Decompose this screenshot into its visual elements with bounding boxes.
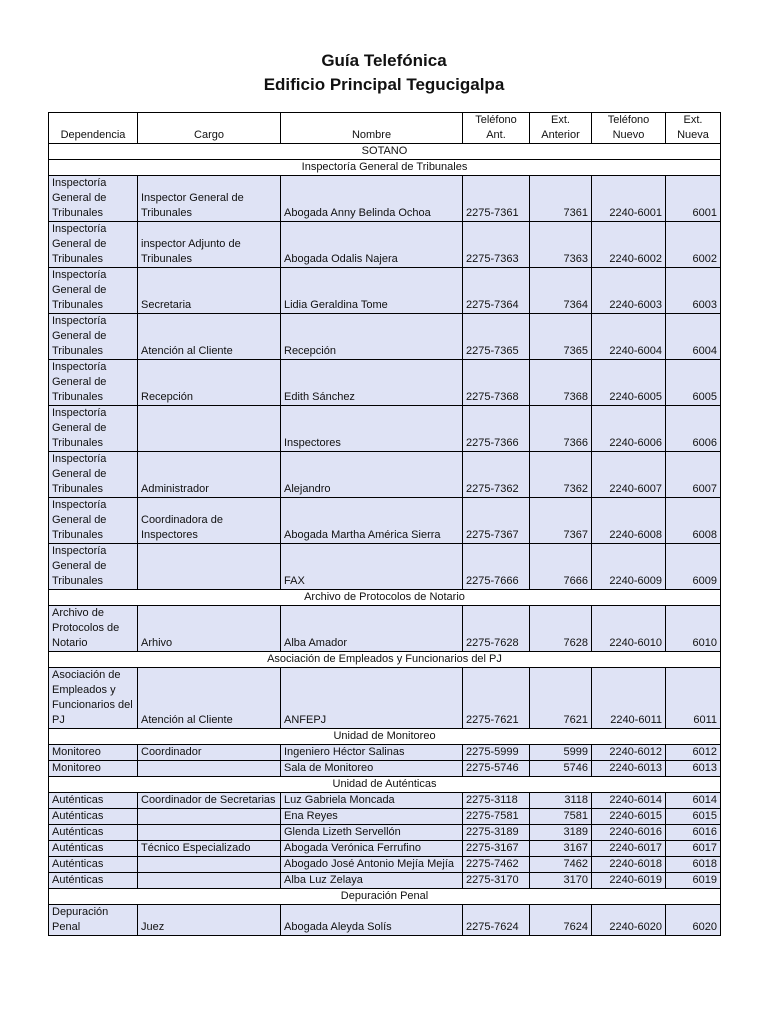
cell-nombre: Ena Reyes bbox=[281, 809, 463, 825]
cell-cargo bbox=[138, 761, 281, 777]
cell-dependencia: Inspectoría General de Tribunales bbox=[49, 314, 138, 360]
cell-ext-nueva: 6008 bbox=[666, 498, 721, 544]
cell-telefono-ant: 2275-7581 bbox=[463, 809, 530, 825]
cell-cargo: Coordinador de Secretarias bbox=[138, 793, 281, 809]
cell-ext-nueva: 6011 bbox=[666, 668, 721, 729]
table-body bbox=[49, 144, 721, 936]
cell-nombre: Abogado José Antonio Mejía Mejía bbox=[281, 857, 463, 873]
cell-ext-anterior: 7368 bbox=[530, 360, 592, 406]
table-row bbox=[49, 544, 721, 590]
cell-ext-nueva: 6006 bbox=[666, 406, 721, 452]
cell-dependencia: Inspectoría General de Tribunales bbox=[49, 360, 138, 406]
cell-ext-nueva: 6009 bbox=[666, 544, 721, 590]
cell-ext-anterior: 5999 bbox=[530, 745, 592, 761]
cell-cargo: Inspector General de Tribunales bbox=[138, 176, 281, 222]
cell-ext-anterior: 3167 bbox=[530, 841, 592, 857]
cell-cargo: Coordinadora de Inspectores bbox=[138, 498, 281, 544]
cell-dependencia: Inspectoría General de Tribunales bbox=[49, 498, 138, 544]
cell-ext-anterior: 7361 bbox=[530, 176, 592, 222]
cell-nombre: Alba Luz Zelaya bbox=[281, 873, 463, 889]
cell-ext-nueva: 6016 bbox=[666, 825, 721, 841]
cell-telefono-ant: 2275-5999 bbox=[463, 745, 530, 761]
cell-ext-anterior: 7621 bbox=[530, 668, 592, 729]
section-label: Archivo de Protocolos de Notario bbox=[49, 590, 721, 606]
cell-cargo bbox=[138, 809, 281, 825]
header-telefono-nuevo: Teléfono Nuevo bbox=[592, 113, 666, 144]
cell-ext-nueva: 6020 bbox=[666, 905, 721, 936]
cell-cargo bbox=[138, 873, 281, 889]
table-row bbox=[49, 452, 721, 498]
cell-dependencia: Archivo de Protocolos de Notario bbox=[49, 606, 138, 652]
cell-dependencia: Depuración Penal bbox=[49, 905, 138, 936]
table-row bbox=[49, 406, 721, 452]
cell-ext-nueva: 6014 bbox=[666, 793, 721, 809]
section-row bbox=[49, 729, 721, 745]
cell-cargo: Atención al Cliente bbox=[138, 314, 281, 360]
section-label: Asociación de Empleados y Funcionarios del PJ bbox=[49, 652, 721, 668]
table-row bbox=[49, 498, 721, 544]
cell-telefono-ant: 2275-7624 bbox=[463, 905, 530, 936]
cell-telefono-nuevo: 2240-6017 bbox=[592, 841, 666, 857]
cell-dependencia: Inspectoría General de Tribunales bbox=[49, 176, 138, 222]
table-row bbox=[49, 841, 721, 857]
cell-telefono-nuevo: 2240-6018 bbox=[592, 857, 666, 873]
cell-telefono-nuevo: 2240-6001 bbox=[592, 176, 666, 222]
cell-ext-nueva: 6001 bbox=[666, 176, 721, 222]
table-row bbox=[49, 222, 721, 268]
cell-telefono-nuevo: 2240-6009 bbox=[592, 544, 666, 590]
cell-nombre: Alba Amador bbox=[281, 606, 463, 652]
cell-ext-nueva: 6015 bbox=[666, 809, 721, 825]
cell-dependencia: Auténticas bbox=[49, 873, 138, 889]
cell-dependencia: Auténticas bbox=[49, 793, 138, 809]
cell-telefono-ant: 2275-7621 bbox=[463, 668, 530, 729]
header-dependencia: Dependencia bbox=[49, 113, 138, 144]
cell-ext-nueva: 6018 bbox=[666, 857, 721, 873]
cell-nombre: Recepción bbox=[281, 314, 463, 360]
cell-telefono-ant: 2275-7363 bbox=[463, 222, 530, 268]
cell-dependencia: Inspectoría General de Tribunales bbox=[49, 406, 138, 452]
cell-telefono-ant: 2275-3189 bbox=[463, 825, 530, 841]
cell-ext-anterior: 7666 bbox=[530, 544, 592, 590]
cell-telefono-nuevo: 2240-6011 bbox=[592, 668, 666, 729]
cell-dependencia: Monitoreo bbox=[49, 745, 138, 761]
cell-ext-anterior: 7363 bbox=[530, 222, 592, 268]
cell-telefono-ant: 2275-7362 bbox=[463, 452, 530, 498]
cell-ext-nueva: 6002 bbox=[666, 222, 721, 268]
table-row bbox=[49, 176, 721, 222]
header-row bbox=[49, 113, 721, 144]
cell-telefono-nuevo: 2240-6012 bbox=[592, 745, 666, 761]
header-ext-nueva: Ext. Nueva bbox=[666, 113, 721, 144]
cell-ext-anterior: 7365 bbox=[530, 314, 592, 360]
cell-cargo bbox=[138, 857, 281, 873]
section-row bbox=[49, 590, 721, 606]
section-row bbox=[49, 652, 721, 668]
cell-nombre: Abogada Anny Belinda Ochoa bbox=[281, 176, 463, 222]
cell-ext-anterior: 3118 bbox=[530, 793, 592, 809]
cell-nombre: FAX bbox=[281, 544, 463, 590]
cell-ext-anterior: 7628 bbox=[530, 606, 592, 652]
cell-nombre: Inspectores bbox=[281, 406, 463, 452]
cell-nombre: ANFEPJ bbox=[281, 668, 463, 729]
cell-ext-anterior: 7367 bbox=[530, 498, 592, 544]
cell-telefono-ant: 2275-7666 bbox=[463, 544, 530, 590]
table-row bbox=[49, 873, 721, 889]
cell-ext-anterior: 7581 bbox=[530, 809, 592, 825]
cell-telefono-ant: 2275-7361 bbox=[463, 176, 530, 222]
cell-dependencia: Inspectoría General de Tribunales bbox=[49, 268, 138, 314]
cell-nombre: Sala de Monitoreo bbox=[281, 761, 463, 777]
cell-cargo: Secretaria bbox=[138, 268, 281, 314]
cell-dependencia: Inspectoría General de Tribunales bbox=[49, 222, 138, 268]
cell-dependencia: Asociación de Empleados y Funcionarios del PJ bbox=[49, 668, 138, 729]
cell-telefono-ant: 2275-5746 bbox=[463, 761, 530, 777]
table-row bbox=[49, 857, 721, 873]
cell-ext-anterior: 7362 bbox=[530, 452, 592, 498]
cell-telefono-ant: 2275-7628 bbox=[463, 606, 530, 652]
cell-nombre: Abogada Verónica Ferrufino bbox=[281, 841, 463, 857]
header-telefono-ant: Teléfono Ant. bbox=[463, 113, 530, 144]
cell-nombre: Abogada Aleyda Solís bbox=[281, 905, 463, 936]
cell-dependencia: Inspectoría General de Tribunales bbox=[49, 452, 138, 498]
cell-telefono-nuevo: 2240-6005 bbox=[592, 360, 666, 406]
cell-cargo: Técnico Especializado bbox=[138, 841, 281, 857]
section-label: Unidad de Monitoreo bbox=[49, 729, 721, 745]
cell-cargo: Juez bbox=[138, 905, 281, 936]
cell-cargo: Coordinador bbox=[138, 745, 281, 761]
cell-nombre: Abogada Odalis Najera bbox=[281, 222, 463, 268]
table-row bbox=[49, 809, 721, 825]
cell-telefono-ant: 2275-7365 bbox=[463, 314, 530, 360]
cell-nombre: Edith Sánchez bbox=[281, 360, 463, 406]
section-label: Unidad de Auténticas bbox=[49, 777, 721, 793]
table-row bbox=[49, 745, 721, 761]
section-label: Depuración Penal bbox=[49, 889, 721, 905]
header-cargo: Cargo bbox=[138, 113, 281, 144]
section-label: SOTANO bbox=[49, 144, 721, 160]
section-label: Inspectoría General de Tribunales bbox=[49, 160, 721, 176]
table-row bbox=[49, 905, 721, 936]
cell-telefono-ant: 2275-7366 bbox=[463, 406, 530, 452]
cell-dependencia: Inspectoría General de Tribunales bbox=[49, 544, 138, 590]
table-row bbox=[49, 825, 721, 841]
cell-telefono-nuevo: 2240-6003 bbox=[592, 268, 666, 314]
cell-ext-anterior: 5746 bbox=[530, 761, 592, 777]
header-nombre: Nombre bbox=[281, 113, 463, 144]
section-row bbox=[49, 889, 721, 905]
cell-cargo: Atención al Cliente bbox=[138, 668, 281, 729]
cell-ext-anterior: 7366 bbox=[530, 406, 592, 452]
table-row bbox=[49, 268, 721, 314]
table-row bbox=[49, 668, 721, 729]
cell-telefono-nuevo: 2240-6008 bbox=[592, 498, 666, 544]
cell-telefono-ant: 2275-7368 bbox=[463, 360, 530, 406]
cell-telefono-ant: 2275-7367 bbox=[463, 498, 530, 544]
cell-cargo: inspector Adjunto de Tribunales bbox=[138, 222, 281, 268]
cell-ext-anterior: 3189 bbox=[530, 825, 592, 841]
section-row bbox=[49, 777, 721, 793]
document-title: Guía Telefónica bbox=[321, 51, 447, 70]
document-subtitle: Edificio Principal Tegucigalpa bbox=[263, 75, 505, 94]
cell-telefono-nuevo: 2240-6002 bbox=[592, 222, 666, 268]
phone-directory-table bbox=[48, 112, 721, 936]
cell-ext-anterior: 3170 bbox=[530, 873, 592, 889]
cell-cargo: Recepción bbox=[138, 360, 281, 406]
cell-ext-nueva: 6007 bbox=[666, 452, 721, 498]
cell-cargo bbox=[138, 825, 281, 841]
cell-ext-anterior: 7624 bbox=[530, 905, 592, 936]
cell-dependencia: Auténticas bbox=[49, 857, 138, 873]
cell-ext-anterior: 7364 bbox=[530, 268, 592, 314]
cell-telefono-nuevo: 2240-6010 bbox=[592, 606, 666, 652]
header-ext-anterior: Ext. Anterior bbox=[530, 113, 592, 144]
cell-telefono-ant: 2275-3167 bbox=[463, 841, 530, 857]
cell-ext-nueva: 6004 bbox=[666, 314, 721, 360]
cell-dependencia: Auténticas bbox=[49, 825, 138, 841]
table-row bbox=[49, 360, 721, 406]
cell-ext-nueva: 6013 bbox=[666, 761, 721, 777]
cell-nombre: Luz Gabriela Moncada bbox=[281, 793, 463, 809]
cell-telefono-nuevo: 2240-6020 bbox=[592, 905, 666, 936]
cell-cargo: Arhivo bbox=[138, 606, 281, 652]
cell-telefono-ant: 2275-3170 bbox=[463, 873, 530, 889]
cell-nombre: Glenda Lizeth Servellón bbox=[281, 825, 463, 841]
cell-cargo bbox=[138, 544, 281, 590]
cell-ext-nueva: 6003 bbox=[666, 268, 721, 314]
cell-telefono-ant: 2275-3118 bbox=[463, 793, 530, 809]
cell-telefono-ant: 2275-7364 bbox=[463, 268, 530, 314]
cell-cargo bbox=[138, 406, 281, 452]
table-row bbox=[49, 793, 721, 809]
cell-telefono-nuevo: 2240-6006 bbox=[592, 406, 666, 452]
cell-nombre: Alejandro bbox=[281, 452, 463, 498]
section-row bbox=[49, 144, 721, 160]
cell-nombre: Ingeniero Héctor Salinas bbox=[281, 745, 463, 761]
table-row bbox=[49, 314, 721, 360]
table-row bbox=[49, 606, 721, 652]
cell-ext-nueva: 6019 bbox=[666, 873, 721, 889]
cell-ext-nueva: 6010 bbox=[666, 606, 721, 652]
cell-nombre: Lidia Geraldina Tome bbox=[281, 268, 463, 314]
cell-ext-nueva: 6005 bbox=[666, 360, 721, 406]
cell-dependencia: Auténticas bbox=[49, 809, 138, 825]
cell-dependencia: Monitoreo bbox=[49, 761, 138, 777]
cell-telefono-nuevo: 2240-6019 bbox=[592, 873, 666, 889]
cell-nombre: Abogada Martha América Sierra bbox=[281, 498, 463, 544]
cell-telefono-nuevo: 2240-6004 bbox=[592, 314, 666, 360]
cell-telefono-nuevo: 2240-6016 bbox=[592, 825, 666, 841]
cell-dependencia: Auténticas bbox=[49, 841, 138, 857]
section-row bbox=[49, 160, 721, 176]
cell-telefono-nuevo: 2240-6014 bbox=[592, 793, 666, 809]
cell-ext-anterior: 7462 bbox=[530, 857, 592, 873]
table-row bbox=[49, 761, 721, 777]
cell-telefono-nuevo: 2240-6007 bbox=[592, 452, 666, 498]
cell-telefono-nuevo: 2240-6015 bbox=[592, 809, 666, 825]
cell-cargo: Administrador bbox=[138, 452, 281, 498]
cell-ext-nueva: 6012 bbox=[666, 745, 721, 761]
cell-telefono-ant: 2275-7462 bbox=[463, 857, 530, 873]
cell-telefono-nuevo: 2240-6013 bbox=[592, 761, 666, 777]
cell-ext-nueva: 6017 bbox=[666, 841, 721, 857]
